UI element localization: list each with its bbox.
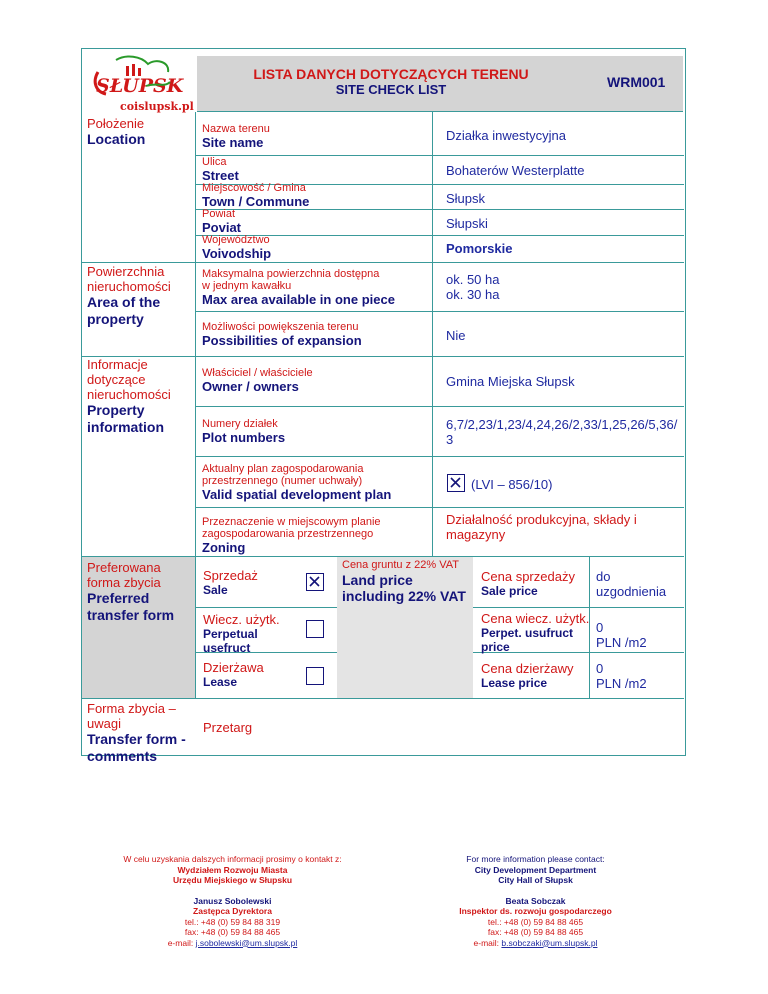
perp-price-value: 0 PLN /m2 — [596, 620, 647, 650]
value-site-name: Działka inwestycyjna — [446, 128, 566, 143]
value-max-area: ok. 50 ha ok. 30 ha — [446, 272, 500, 302]
col-divider-1 — [195, 112, 196, 556]
label-max-area: Maksymalna powierzchnia dostępna w jednym kawałku Max area available in one piece — [202, 268, 395, 307]
label-expansion: Możliwości powiększenia terenu Possibilities of expansion — [202, 321, 362, 348]
value-town: Słupsk — [446, 191, 486, 206]
transfer-hline-2 — [473, 607, 684, 608]
value-plan: (LVI – 856/10) — [471, 477, 553, 492]
hline-9 — [196, 456, 684, 457]
option-perpetual: Wiecz. użytk. Perpetual usefruct — [203, 612, 280, 655]
land-price-label: Cena gruntu z 22% VAT Land price including 22% VAT — [342, 559, 466, 604]
value-comments: Przetarg — [203, 720, 253, 735]
slupsk-logo — [86, 52, 196, 118]
section-transfer: Preferowana forma zbycia Preferred transfer form — [87, 560, 175, 623]
option-sale: Sprzedaż Sale — [203, 568, 258, 597]
value-street: Bohaterów Westerplatte — [446, 163, 585, 178]
col-divider-2 — [432, 112, 433, 556]
label-site-name: Nazwa terenu Site name — [202, 123, 270, 150]
hline-6 — [196, 311, 684, 312]
section-comments: Forma zbycia – uwagi Transfer form - comments — [87, 701, 186, 764]
value-owner: Gmina Miejska Słupsk — [446, 374, 575, 389]
footer-right: For more information please contact: City Development Department City Hall of Słupsk Beata Sobczak Inspektor ds. rozwoju gospodarczego tel.: +48 (0) 59 84 88 465 fax: +48 (0) 59 84 88 465 e-mail: b.sobczaki@um.slupsk.pl — [459, 854, 612, 948]
value-expansion: Nie — [446, 328, 466, 343]
section-location: Położenie Location — [87, 116, 146, 147]
label-plan: Aktualny plan zagospodarowania przestrzennego (numer uchwały) Valid spatial development plan — [202, 463, 392, 502]
value-plots: 6,7/2,23/1,23/4,24,26/2,33/1,25,26/5,36/ 3 — [446, 417, 678, 447]
lease-price-value: 0 PLN /m2 — [596, 661, 647, 691]
value-zoning: Działalność produkcyjna, składy i magazyny — [446, 512, 637, 542]
perp-price-label: Cena wiecz. użytk. Perpet. usufruct price — [481, 611, 590, 654]
header-title-en: SITE CHECK LIST — [335, 82, 447, 97]
transfer-vline-1 — [195, 557, 196, 698]
transfer-hline-1 — [196, 607, 337, 608]
sale-checkbox[interactable] — [306, 573, 324, 591]
label-poviat: Powiat Poviat — [202, 208, 242, 235]
lease-checkbox[interactable] — [306, 667, 324, 685]
plan-checkbox[interactable] — [447, 474, 465, 492]
lease-price-label: Cena dzierżawy Lease price — [481, 661, 574, 690]
footer-right-email-link[interactable]: b.sobczaki@um.slupsk.pl — [501, 937, 598, 948]
label-owner: Właściciel / właściciele Owner / owners — [202, 367, 313, 394]
header-code: WRM001 — [607, 74, 666, 90]
sale-price-label: Cena sprzedaży Sale price — [481, 569, 575, 598]
header-divider — [197, 111, 683, 112]
hline-12 — [82, 698, 684, 699]
sale-price-value: do uzgodnienia — [596, 569, 667, 599]
hline-8 — [196, 406, 684, 407]
label-street: Ulica Street — [202, 156, 239, 183]
footer-left-email-link[interactable]: j.sobolewski@um.slupsk.pl — [195, 937, 298, 948]
logo-url: coislupsk.pl — [120, 100, 194, 113]
logo-text: SŁUPSK — [96, 75, 184, 97]
hline-10 — [196, 507, 684, 508]
footer-left: W celu uzyskania dalszych informacji prosimy o kontakt z: Wydziałem Rozwoju Miasta Urzędu Miejskiego w Słupsku Janusz Sobolewski Zastępca Dyrektora tel.: +48 (0) 59 84 88 319 fax: +48 (0) 59 84 88 465 e-mail: j.sobolewski@um.slupsk.pl — [123, 854, 342, 948]
option-lease: Dzierżawa Lease — [203, 660, 264, 689]
value-poviat: Słupski — [446, 216, 488, 231]
hline-3 — [196, 209, 684, 210]
hline-5 — [82, 262, 684, 263]
value-voivodship: Pomorskie — [446, 241, 513, 256]
header-title-pl: LISTA DANYCH DOTYCZĄCYCH TERENU — [253, 66, 529, 82]
label-voivodship: Województwo Voivodship — [202, 234, 272, 261]
label-town: Miejscowość / Gmina Town / Commune — [202, 182, 310, 209]
perpetual-checkbox[interactable] — [306, 620, 324, 638]
section-area: Powierzchnia nieruchomości Area of the property — [87, 264, 171, 327]
label-zoning: Przeznaczenie w miejscowym planie zagospodarowania przestrzennego Zoning — [202, 516, 381, 555]
section-info: Informacje dotyczące nieruchomości Property information — [87, 357, 171, 435]
label-plots: Numery działek Plot numbers — [202, 418, 286, 445]
hline-1 — [196, 155, 684, 156]
